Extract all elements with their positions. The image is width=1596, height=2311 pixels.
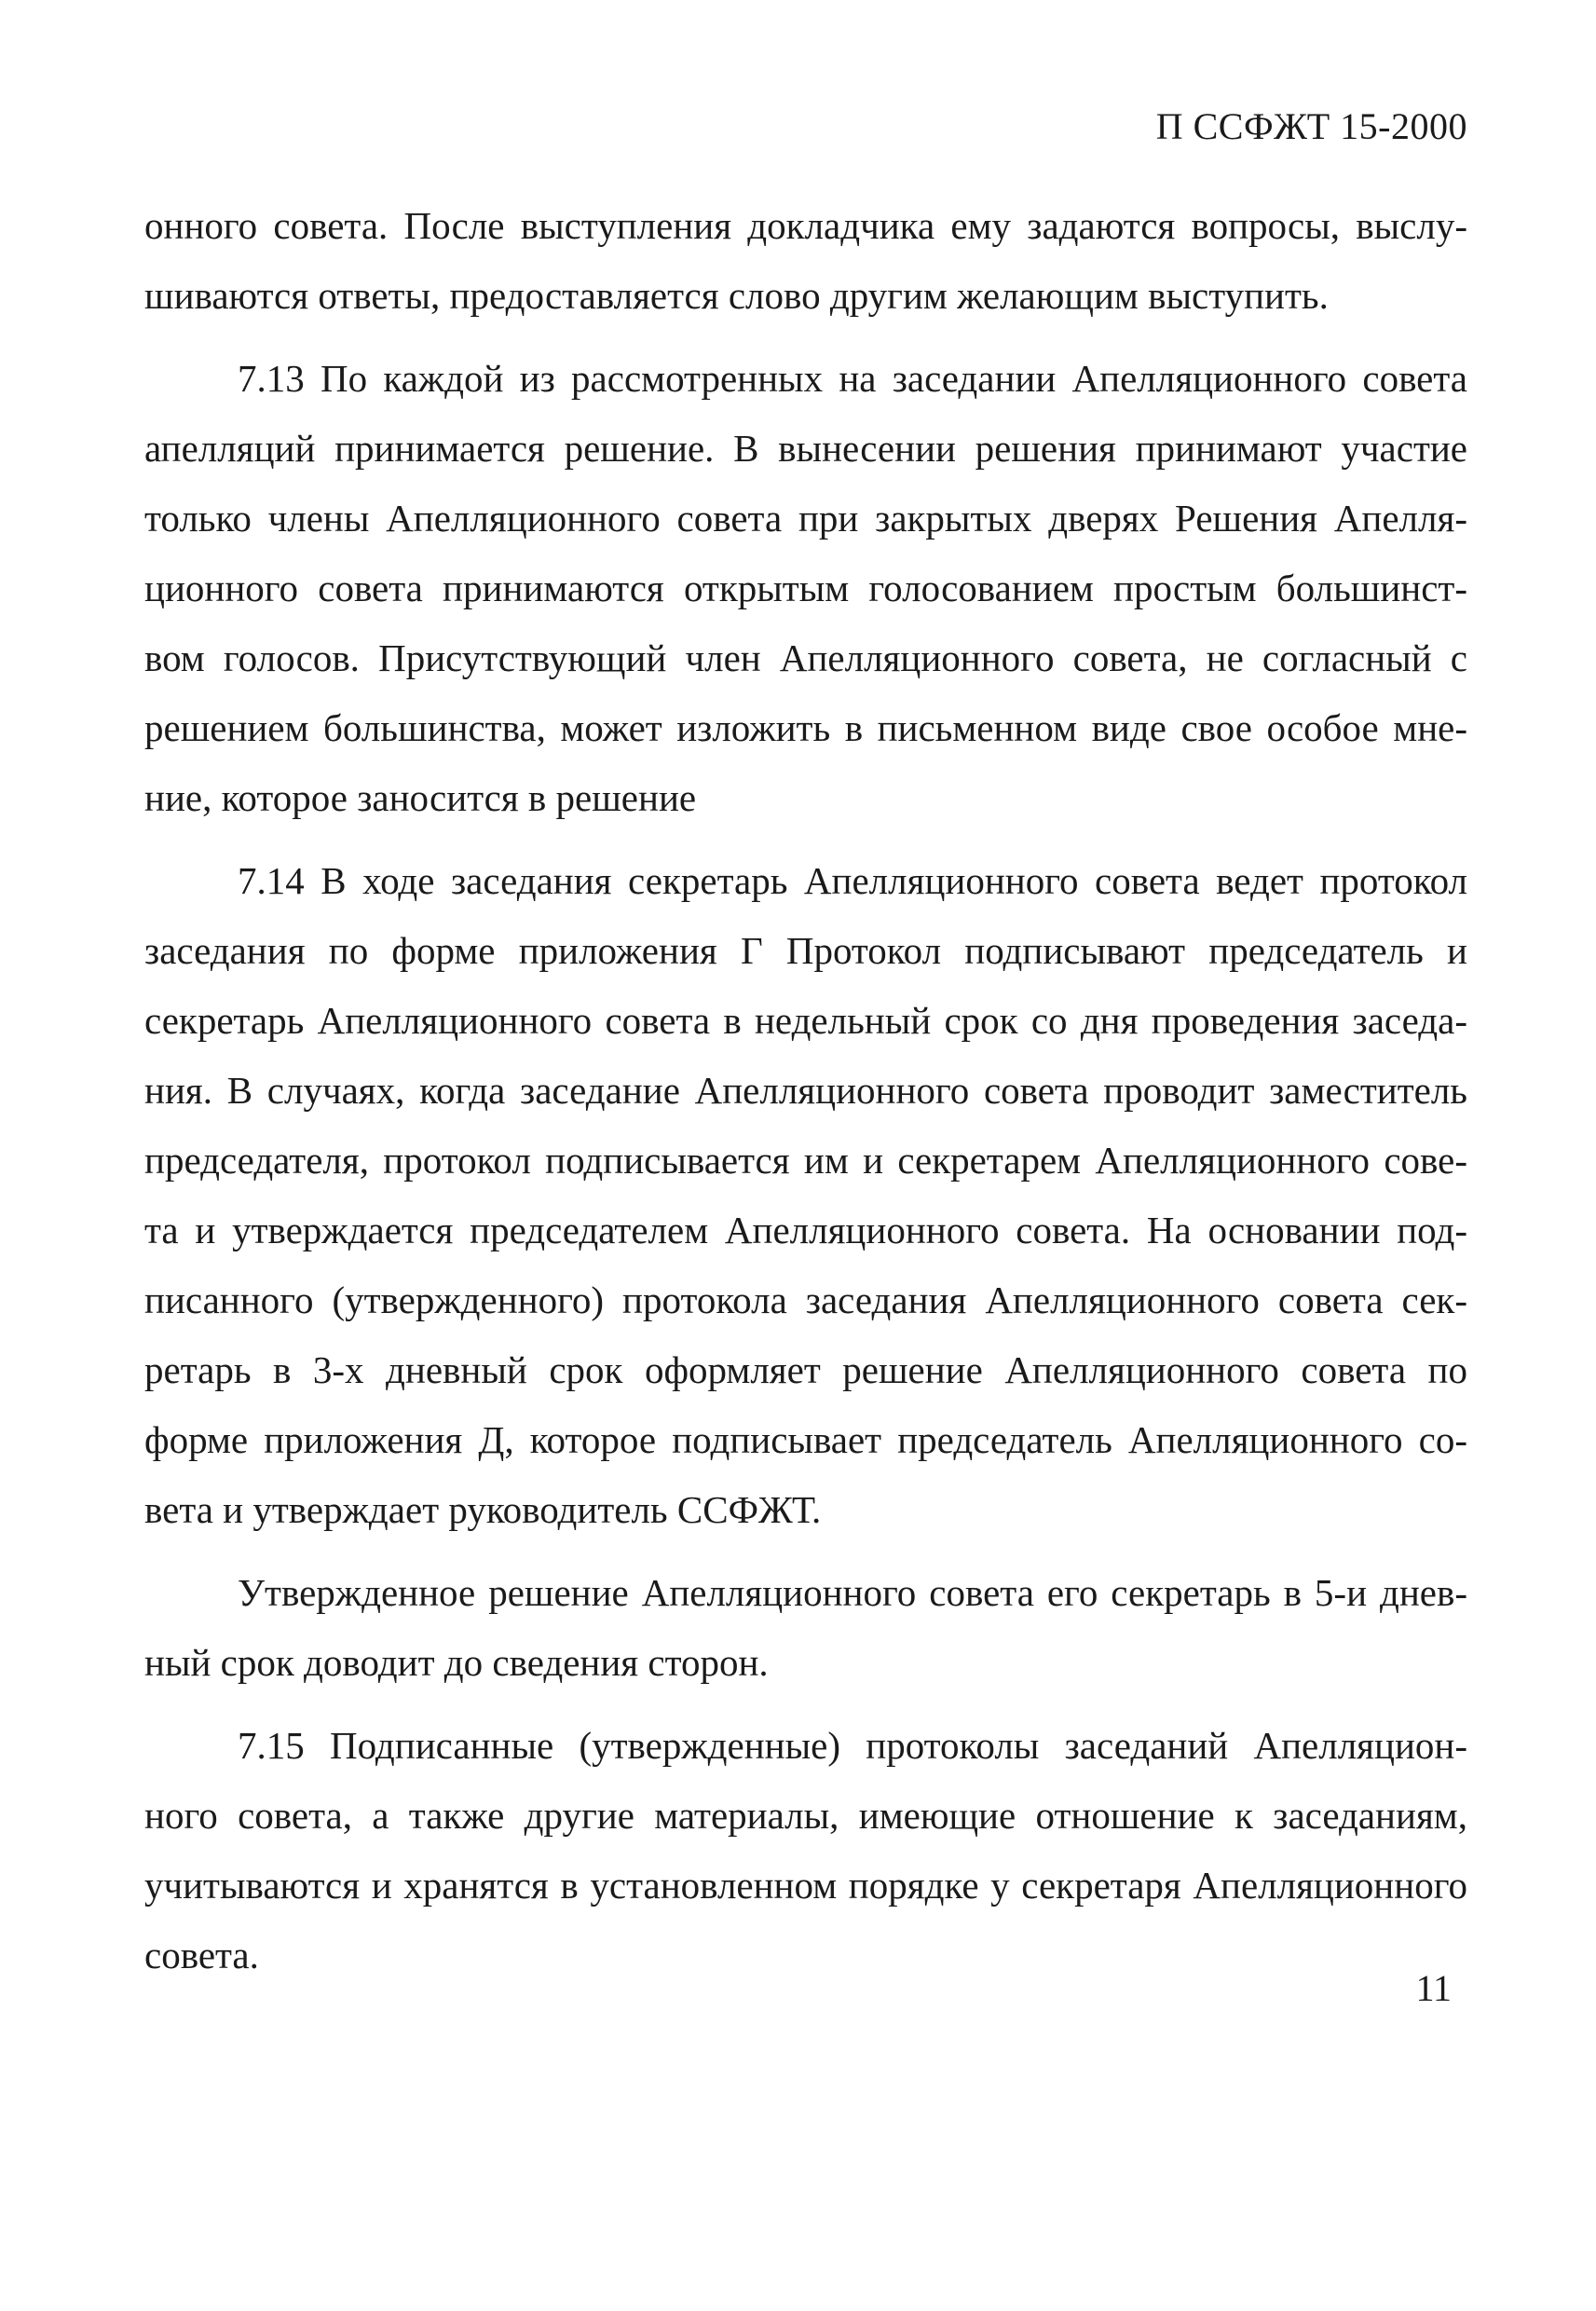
paragraph-approved-decision — [144, 1558, 1467, 1698]
text-line: писанного (утвержденного) протокола заседания Апелляционного совета сек- — [144, 1279, 1467, 1321]
text-line: ния. В случаях, когда заседание Апелляционного совета проводит заместитель — [144, 1069, 1467, 1112]
text-line: вета и утверждает руководитель ССФЖТ. — [144, 1488, 822, 1531]
text-line: вом голосов. Присутствующий член Апелляционного совета, не согласный с — [144, 636, 1467, 679]
text-line: 7.14 В ходе заседания секретарь Апелляционного совета ведет протокол — [238, 859, 1467, 902]
text-line: Утвержденное решение Апелляционного совета его секретарь в 5-и днев- — [238, 1571, 1467, 1614]
paragraph-continuation — [144, 191, 1467, 331]
text-line: ретарь в 3-х дневный срок оформляет решение Апелляционного совета по — [144, 1348, 1467, 1391]
paragraph-7-14 — [144, 846, 1467, 1545]
paragraph-7-15 — [144, 1711, 1467, 1990]
text-line: заседания по форме приложения Г Протокол подписывают председатель и — [144, 929, 1467, 972]
text-line: онного совета. После выступления докладчика ему задаются вопросы, выслу- — [144, 204, 1467, 247]
text-line: та и утверждается председателем Апелляционного совета. На основании под- — [144, 1209, 1467, 1251]
text-line: только члены Апелляционного совета при закрытых дверях Решения Апелля- — [144, 497, 1467, 540]
text-line: 7.13 По каждой из рассмотренных на заседании Апелляционного совета — [238, 357, 1467, 400]
text-line: учитываются и хранятся в установленном порядке у секретаря Апелляционного — [144, 1864, 1467, 1907]
text-line: совета. — [144, 1934, 259, 1976]
text-line: секретарь Апелляционного совета в недельный срок со дня проведения заседа- — [144, 999, 1467, 1042]
text-line: решением большинства, может изложить в письменном виде свое особое мне- — [144, 706, 1467, 749]
body-text — [144, 191, 1467, 1990]
text-line: ционного совета принимаются открытым голосованием простым большинст- — [144, 567, 1467, 609]
text-line: ного совета, а также другие материалы, имеющие отношение к заседаниям, — [144, 1794, 1467, 1837]
text-line: апелляций принимается решение. В вынесении решения принимают участие — [144, 427, 1467, 470]
page-number: 11 — [1415, 1967, 1452, 2009]
paragraph-7-13 — [144, 344, 1467, 833]
text-line: председателя, протокол подписывается им и секретарем Апелляционного сове- — [144, 1139, 1467, 1182]
document-code: П ССФЖТ 15-2000 — [1155, 105, 1467, 147]
text-line: 7.15 Подписанные (утвержденные) протоколы заседаний Апелляцион- — [238, 1724, 1467, 1767]
text-line: ный срок доводит до сведения сторон. — [144, 1641, 769, 1684]
text-line: шиваются ответы, предоставляется слово другим желающим выступить. — [144, 274, 1329, 317]
text-line: ние, которое заносится в решение — [144, 776, 697, 819]
text-line: форме приложения Д, которое подписывает председатель Апелляционного со- — [144, 1418, 1467, 1461]
